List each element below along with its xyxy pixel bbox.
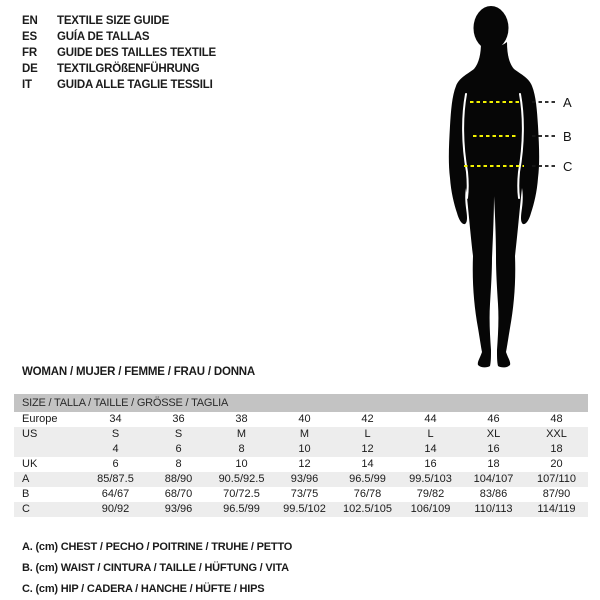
size-value: 14 bbox=[424, 443, 437, 455]
size-value: 64/67 bbox=[101, 488, 130, 500]
size-value: S bbox=[174, 428, 183, 440]
size-value: 48 bbox=[550, 413, 563, 425]
size-value: 79/82 bbox=[416, 488, 445, 500]
language-code: FR bbox=[22, 47, 37, 59]
silhouette-head bbox=[474, 6, 509, 50]
size-value: 36 bbox=[172, 413, 185, 425]
language-row-fr bbox=[22, 45, 216, 61]
size-value: 44 bbox=[424, 413, 437, 425]
table-row-us-numeric bbox=[14, 442, 588, 457]
language-title: GUÍA DE TALLAS bbox=[57, 31, 150, 43]
size-value: 10 bbox=[235, 458, 248, 470]
language-title: TEXTILE SIZE GUIDE bbox=[57, 15, 170, 27]
size-value: 16 bbox=[424, 458, 437, 470]
size-value: 76/78 bbox=[353, 488, 382, 500]
woman-silhouette-figure bbox=[420, 0, 600, 372]
table-row-waist bbox=[14, 487, 588, 502]
size-value: 4 bbox=[112, 443, 119, 455]
language-code: ES bbox=[22, 31, 37, 43]
size-value: 8 bbox=[238, 443, 245, 455]
row-label: Europe bbox=[22, 413, 58, 425]
table-row-uk bbox=[14, 457, 588, 472]
size-value: XL bbox=[486, 428, 501, 440]
size-value: 10 bbox=[298, 443, 311, 455]
legend-line-waist: B. (cm) WAIST / CINTURA / TAILLE / HÜFTUNG / VITA bbox=[22, 562, 289, 574]
size-value: 42 bbox=[361, 413, 374, 425]
size-value: 110/113 bbox=[474, 503, 513, 515]
size-value: 104/107 bbox=[473, 473, 514, 485]
marker-label-b: B bbox=[563, 129, 572, 144]
legend-line-chest: A. (cm) CHEST / PECHO / POITRINE / TRUHE / PETTO bbox=[22, 541, 293, 553]
size-value: 18 bbox=[487, 458, 500, 470]
silhouette-body bbox=[449, 42, 539, 367]
size-value: 90.5/92.5 bbox=[218, 473, 265, 485]
language-title: GUIDA ALLE TAGLIE TESSILI bbox=[57, 79, 213, 91]
measurement-legend bbox=[22, 537, 292, 600]
language-row-it bbox=[22, 77, 216, 93]
language-title: TEXTILGRÖßENFÜHRUNG bbox=[57, 63, 200, 75]
size-value: XXL bbox=[546, 428, 567, 440]
row-label: A bbox=[22, 473, 30, 485]
row-label: B bbox=[22, 488, 30, 500]
size-value: 90/92 bbox=[101, 503, 130, 515]
size-value: L bbox=[427, 428, 434, 440]
size-value: 34 bbox=[109, 413, 122, 425]
size-value: 20 bbox=[550, 458, 563, 470]
language-row-en bbox=[22, 13, 216, 29]
table-row-chest bbox=[14, 472, 588, 487]
size-value: 114/119 bbox=[537, 503, 576, 515]
language-list bbox=[22, 13, 216, 93]
size-value: 40 bbox=[298, 413, 311, 425]
language-title: GUIDE DES TAILLES TEXTILE bbox=[57, 47, 216, 59]
size-table-header: SIZE / TALLA / TAILLE / GRÖSSE / TAGLIA bbox=[14, 394, 588, 412]
size-value: 46 bbox=[487, 413, 500, 425]
language-code: EN bbox=[22, 15, 38, 27]
section-title: WOMAN / MUJER / FEMME / FRAU / DONNA bbox=[22, 366, 256, 378]
marker-label-a: A bbox=[563, 95, 572, 110]
size-value: 12 bbox=[361, 443, 374, 455]
size-value: 88/90 bbox=[164, 473, 193, 485]
size-value: 87/90 bbox=[542, 488, 571, 500]
size-value: 102.5/105 bbox=[343, 503, 392, 515]
language-code: IT bbox=[22, 79, 32, 91]
size-value: 14 bbox=[361, 458, 374, 470]
legend-line-hip: C. (cm) HIP / CADERA / HANCHE / HÜFTE / HIPS bbox=[22, 583, 265, 595]
size-value: 68/70 bbox=[164, 488, 193, 500]
size-value: 85/87.5 bbox=[97, 473, 134, 485]
table-row-us bbox=[14, 427, 588, 442]
size-value: 12 bbox=[298, 458, 311, 470]
size-value: 93/96 bbox=[164, 503, 193, 515]
size-value: 16 bbox=[487, 443, 500, 455]
size-value: 99.5/102 bbox=[283, 503, 326, 515]
size-value: S bbox=[111, 428, 120, 440]
language-row-es bbox=[22, 29, 216, 45]
size-value: 96.5/99 bbox=[223, 503, 260, 515]
size-value: 18 bbox=[550, 443, 563, 455]
table-row-europe bbox=[14, 412, 588, 427]
size-value: 93/96 bbox=[290, 473, 319, 485]
size-value: 8 bbox=[175, 458, 182, 470]
size-value: 73/75 bbox=[290, 488, 319, 500]
size-value: 99.5/103 bbox=[409, 473, 452, 485]
table-row-hip bbox=[14, 502, 588, 517]
size-value: M bbox=[299, 428, 310, 440]
size-table bbox=[14, 394, 588, 517]
size-value: L bbox=[364, 428, 371, 440]
language-row-de bbox=[22, 61, 216, 77]
size-value: 96.5/99 bbox=[349, 473, 386, 485]
size-value: 6 bbox=[112, 458, 119, 470]
row-label: US bbox=[22, 428, 38, 440]
row-label: UK bbox=[22, 458, 38, 470]
row-label: C bbox=[22, 503, 30, 515]
size-value: 6 bbox=[175, 443, 182, 455]
size-value: 107/110 bbox=[537, 473, 576, 485]
language-code: DE bbox=[22, 63, 38, 75]
size-value: 106/109 bbox=[410, 503, 451, 515]
size-value: 83/86 bbox=[479, 488, 508, 500]
marker-label-c: C bbox=[563, 159, 573, 174]
row-label bbox=[14, 442, 84, 457]
size-value: 38 bbox=[235, 413, 248, 425]
size-value: M bbox=[236, 428, 247, 440]
size-value: 70/72.5 bbox=[223, 488, 260, 500]
